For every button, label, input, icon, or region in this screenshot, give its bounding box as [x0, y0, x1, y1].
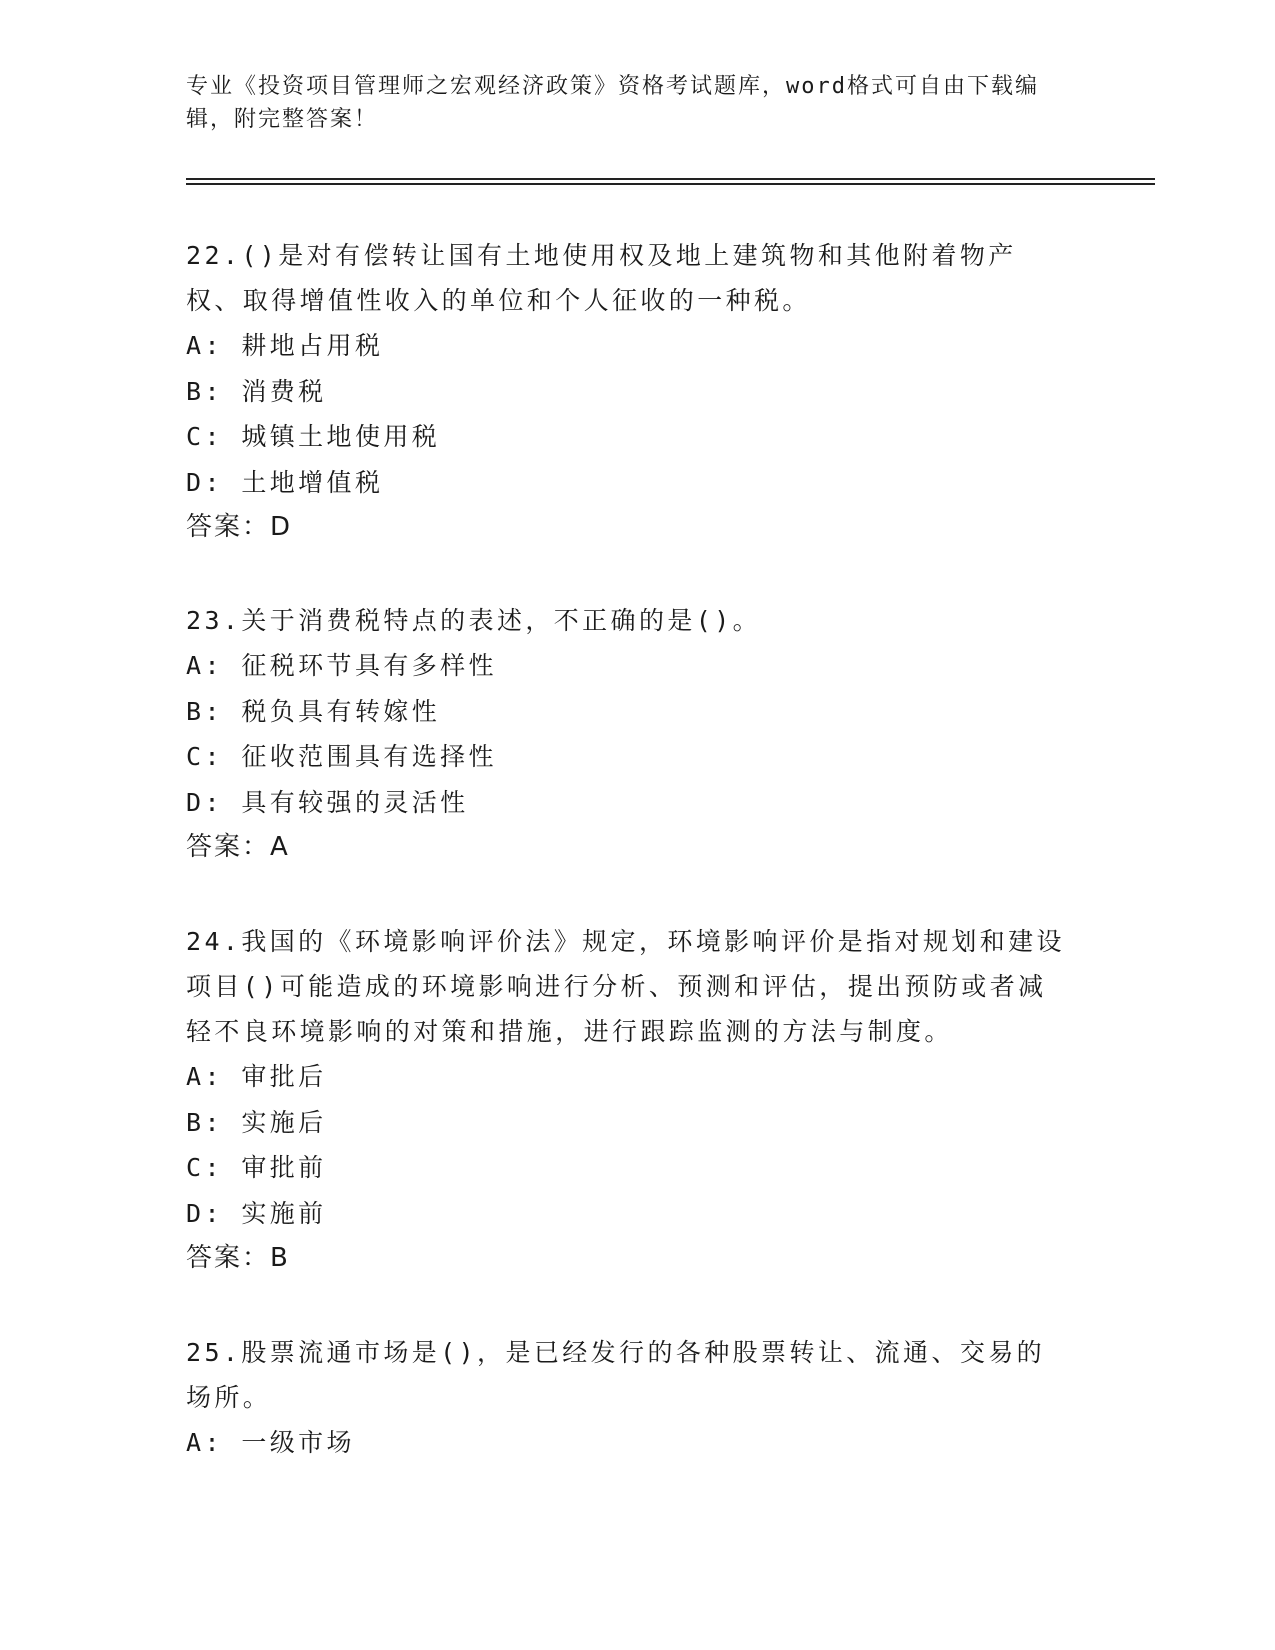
- option-d: D: 具有较强的灵活性: [186, 787, 469, 817]
- option-a: A: 耕地占用税: [186, 331, 384, 360]
- answer-line: 答案：B: [186, 1243, 290, 1273]
- question-stem: 25.股票流通市场是()，是已经发行的各种股票转让、流通、交易的场所。: [186, 1338, 1046, 1412]
- question-23: [186, 598, 1066, 870]
- answer-line: 答案：D: [186, 512, 293, 542]
- option-d: D: 实施前: [186, 1198, 327, 1228]
- option-b: B: 税负具有转嫁性: [186, 696, 441, 726]
- option-a: A: 审批后: [186, 1062, 327, 1091]
- question-stem: 23.关于消费税特点的表述，不正确的是()。: [186, 606, 762, 635]
- option-a: A: 一级市场: [186, 1428, 355, 1457]
- question-25: [186, 1330, 1066, 1466]
- question-24: [186, 919, 1066, 1281]
- option-c: C: 征收范围具有选择性: [186, 742, 497, 771]
- document-header: 专业《投资项目管理师之宏观经济政策》资格考试题库，word格式可自由下载编辑，附完整答案！: [186, 74, 1039, 132]
- option-c: C: 审批前: [186, 1153, 327, 1182]
- option-c: C: 城镇土地使用税: [186, 422, 441, 451]
- header-divider-bottom: [186, 183, 1155, 185]
- option-d: D: 土地增值税: [186, 467, 384, 497]
- question-22: [186, 233, 1066, 550]
- option-a: A: 征税环节具有多样性: [186, 651, 497, 680]
- option-b: B: 消费税: [186, 376, 327, 406]
- question-stem: 24.我国的《环境影响评价法》规定，环境影响评价是指对规划和建设项目()可能造成的环境影响进行分析、预测和评估，提出预防或者减轻不良环境影响的对策和措施，进行跟踪监测的方法与制度。: [186, 927, 1065, 1046]
- option-b: B: 实施后: [186, 1107, 327, 1137]
- answer-line: 答案：A: [186, 832, 290, 862]
- header-divider-top: [186, 178, 1155, 180]
- question-stem: 22.()是对有偿转让国有土地使用权及地上建筑物和其他附着物产权、取得增值性收入的单位和个人征收的一种税。: [186, 241, 1017, 315]
